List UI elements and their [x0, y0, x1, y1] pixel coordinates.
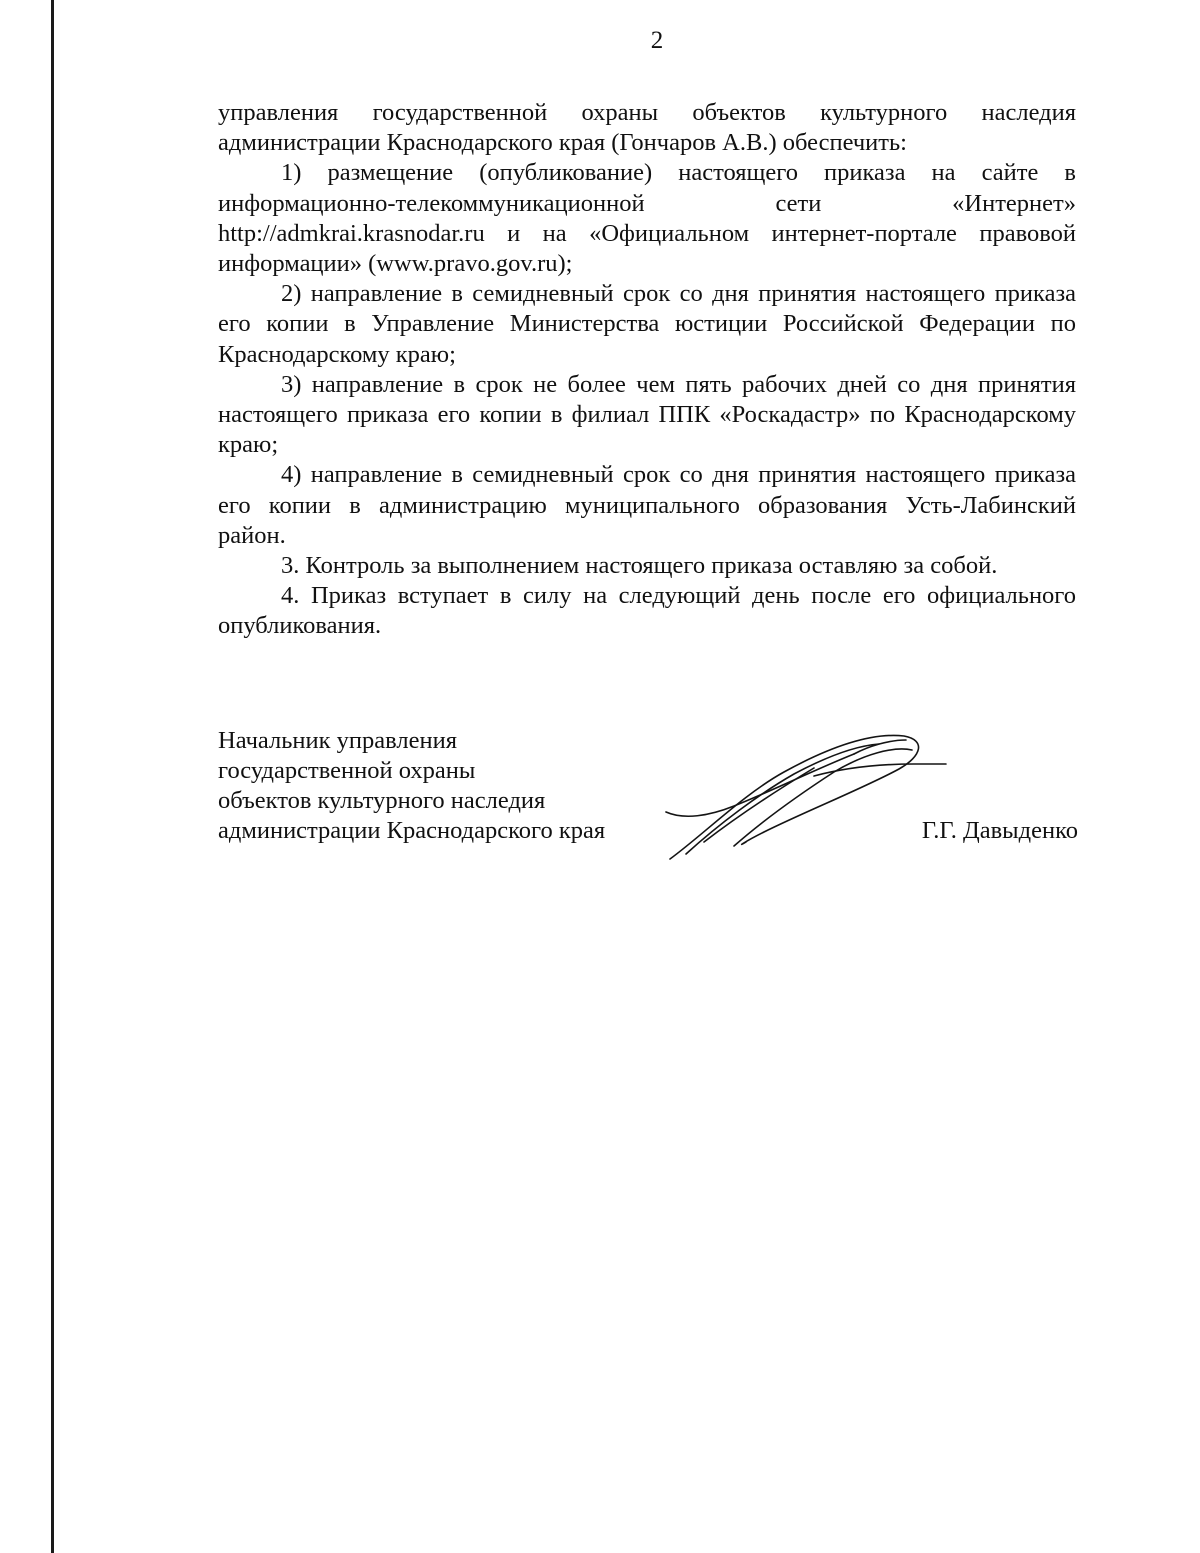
paragraph-clause-3: 3. Контроль за выполнением настоящего приказа оставляю за собой.	[281, 552, 998, 580]
paragraph-intro: управления государственной охраны объектов культурного наследия администрации Краснодарского края (Гончаров А.В.) обеспечить:	[218, 99, 1076, 157]
paragraph-clause-4: 4. Приказ вступает в силу на следующий день после его официального опубликования.	[218, 582, 1076, 640]
signatory-name: Г.Г. Давыденко	[921, 817, 1078, 844]
position-line: Начальник управления	[218, 727, 457, 754]
page-number: 2	[650, 27, 664, 54]
signature-block	[218, 726, 1078, 866]
scan-edge	[51, 0, 54, 1553]
paragraph-item-2: 2) направление в семидневный срок со дня принятия настоящего приказа его копии в Управление Министерства юстиции Российской Федерации по Краснодарскому краю;	[218, 280, 1076, 368]
position-line: объектов культурного наследия	[218, 787, 546, 814]
paragraph-item-3: 3) направление в срок не более чем пять рабочих дней со дня принятия настоящего приказа его копии в филиал ППК «Роскадастр» по Краснодарскому краю;	[218, 370, 1076, 459]
position-line: государственной охраны	[218, 757, 476, 784]
handwritten-signature	[664, 724, 954, 864]
position-line: администрации Краснодарского края	[218, 817, 606, 844]
document-body	[218, 98, 1076, 642]
paragraph-item-4: 4) направление в семидневный срок со дня принятия настоящего приказа его копии в администрацию муниципального образования Усть-Лабинский район.	[218, 461, 1076, 549]
signatory-position	[218, 726, 605, 846]
paragraph-item-1: 1) размещение (опубликование) настоящего приказа на сайте в информационно-телекоммуникационной сети «Интернет» http://admkrai.krasnodar.ru и на «Официальном интернет-портале правовой информации» (www.pravo.gov.ru);	[218, 159, 1076, 278]
